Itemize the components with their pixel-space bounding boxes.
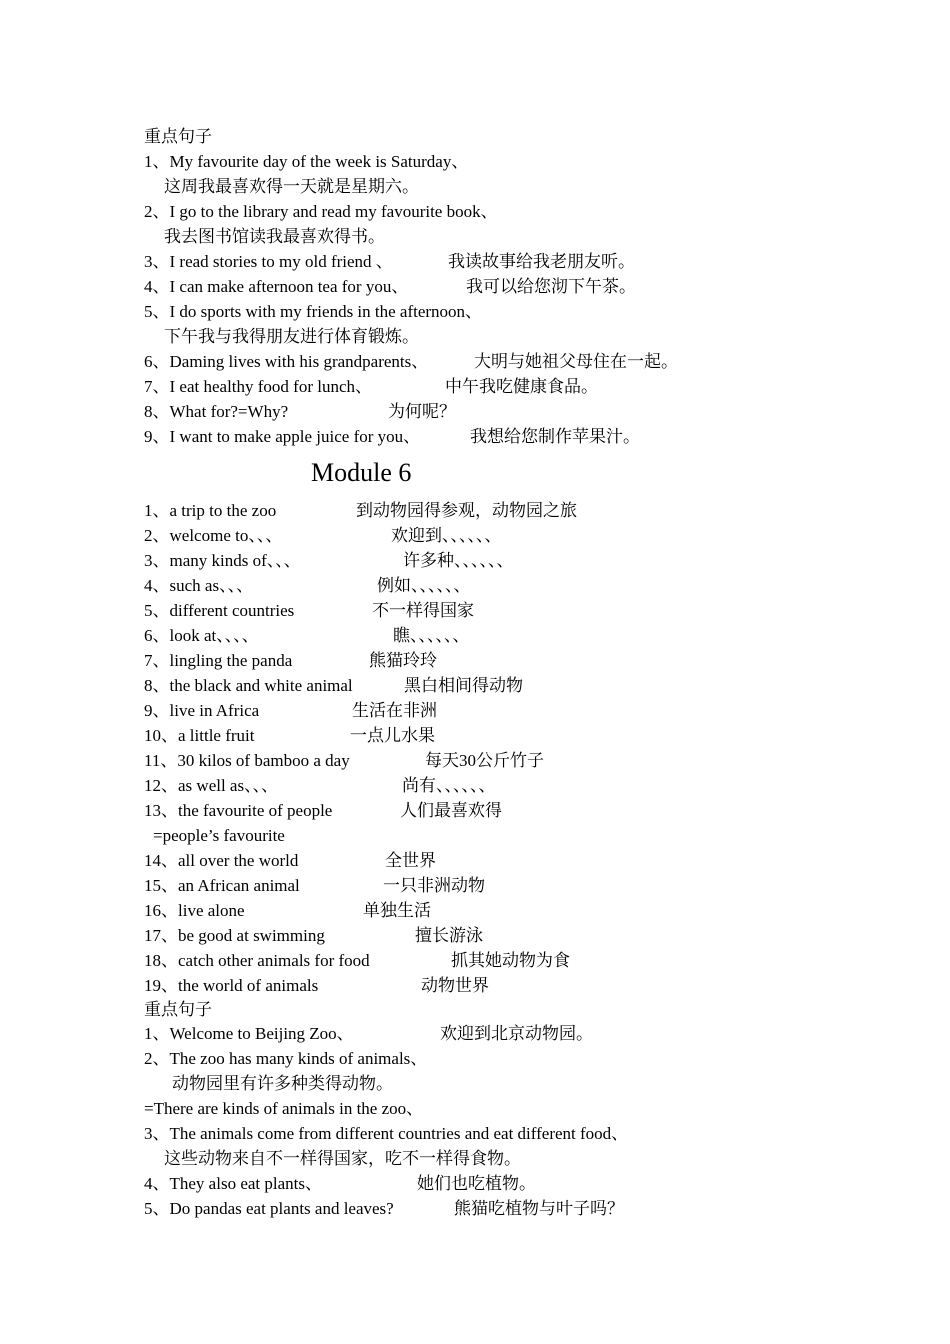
sentence-row bbox=[144, 374, 598, 399]
phrase-row bbox=[144, 873, 485, 898]
phrase-zh: 瞧、、、、、、 bbox=[393, 626, 470, 645]
phrase-zh: 动物世界 bbox=[421, 976, 489, 995]
phrase-row bbox=[144, 698, 437, 723]
phrase-en: 9、live in Africa bbox=[144, 701, 260, 720]
sentence-zh: 大明与她祖父母住在一起。 bbox=[474, 352, 678, 371]
sentence-en: 3、The animals come from different countries and eat different food、 bbox=[144, 1124, 629, 1143]
phrase-zh: 不一样得国家 bbox=[372, 601, 474, 620]
phrase-en: 10、a little fruit bbox=[144, 726, 255, 745]
sentence-en: 2、I go to the library and read my favourite book、 bbox=[144, 202, 498, 221]
sentence-row bbox=[144, 249, 635, 274]
phrase-row bbox=[144, 848, 436, 873]
phrase-zh: 擅长游泳 bbox=[415, 926, 483, 945]
phrase-en: 14、all over the world bbox=[144, 851, 299, 870]
sentence-en: 1、Welcome to Beijing Zoo、 bbox=[144, 1024, 354, 1043]
phrase-en: 17、be good at swimming bbox=[144, 926, 325, 945]
sentence-zh: 下午我与我得朋友进行体育锻炼。 bbox=[164, 327, 419, 346]
phrase-zh: 单独生活 bbox=[363, 901, 431, 920]
sentence-en: 8、What for?=Why? bbox=[144, 402, 289, 421]
phrase-zh: 每天30公斤竹子 bbox=[425, 751, 544, 770]
sentence-en: 9、I want to make apple juice for you、 bbox=[144, 427, 421, 446]
sentence-en: 2、The zoo has many kinds of animals、 bbox=[144, 1049, 428, 1068]
sentence-zh: 我想给您制作苹果汁。 bbox=[470, 427, 640, 446]
phrase-zh: 尚有、、、、、、 bbox=[402, 776, 496, 795]
phrase-row bbox=[144, 523, 502, 548]
phrase-row bbox=[144, 773, 496, 798]
sentence-en: 1、My favourite day of the week is Saturday、 bbox=[144, 152, 469, 171]
phrase-en: 8、the black and white animal bbox=[144, 676, 353, 695]
phrase-zh: 一点儿水果 bbox=[350, 726, 435, 745]
phrase-zh: 许多种、、、、、、 bbox=[403, 551, 514, 570]
sentence-zh: 这周我最喜欢得一天就是星期六。 bbox=[164, 177, 419, 196]
phrase-row bbox=[144, 623, 470, 648]
module-title: Module 6 bbox=[311, 458, 412, 487]
sentence-zh: 我读故事给我老朋友听。 bbox=[448, 252, 635, 271]
sentence-zh: 熊猫吃植物与叶子吗？ bbox=[454, 1199, 624, 1218]
phrase-zh: 熊猫玲玲 bbox=[369, 651, 437, 670]
sentence-en: 3、I read stories to my old friend 、 bbox=[144, 252, 393, 271]
phrase-equivalent: =people’s favourite bbox=[153, 826, 285, 845]
sentence-equivalent: =There are kinds of animals in the zoo、 bbox=[144, 1099, 424, 1118]
sentence-row bbox=[144, 274, 636, 299]
sentence-en: 6、Daming lives with his grandparents、 bbox=[144, 352, 429, 371]
phrase-row bbox=[144, 648, 437, 673]
section-heading: 重点句子 bbox=[144, 1000, 212, 1019]
sentence-en: 7、I eat healthy food for lunch、 bbox=[144, 377, 373, 396]
sentence-en: 5、I do sports with my friends in the afternoon、 bbox=[144, 302, 483, 321]
sentence-row bbox=[144, 349, 678, 374]
sentence-en: 4、I can make afternoon tea for you、 bbox=[144, 277, 409, 296]
phrase-zh: 黑白相间得动物 bbox=[404, 676, 523, 695]
phrase-en: 13、the favourite of people bbox=[144, 801, 333, 820]
phrase-en: 18、catch other animals for food bbox=[144, 951, 370, 970]
sentence-zh: 欢迎到北京动物园。 bbox=[440, 1024, 593, 1043]
phrase-en: 3、many kinds of、、、 bbox=[144, 551, 301, 570]
phrase-row bbox=[144, 573, 471, 598]
sentence-zh: 她们也吃植物。 bbox=[417, 1174, 536, 1193]
sentence-row bbox=[144, 1196, 624, 1221]
phrase-row bbox=[144, 948, 570, 973]
phrase-zh: 抓其她动物为食 bbox=[451, 951, 570, 970]
sentence-en: 4、They also eat plants、 bbox=[144, 1174, 322, 1193]
phrase-zh: 欢迎到、、、、、、 bbox=[391, 526, 502, 545]
sentence-row bbox=[144, 1171, 536, 1196]
phrase-en: 16、live alone bbox=[144, 901, 245, 920]
phrase-en: 15、an African animal bbox=[144, 876, 300, 895]
phrase-zh: 例如、、、、、、 bbox=[377, 576, 471, 595]
sentence-zh: 我去图书馆读我最喜欢得书。 bbox=[164, 227, 385, 246]
phrase-zh: 生活在非洲 bbox=[352, 701, 437, 720]
phrase-en: 5、different countries bbox=[144, 601, 295, 620]
phrase-en: 11、30 kilos of bamboo a day bbox=[144, 751, 350, 770]
phrase-zh: 一只非洲动物 bbox=[383, 876, 485, 895]
phrase-row bbox=[144, 598, 474, 623]
sentence-zh: 这些动物来自不一样得国家，吃不一样得食物。 bbox=[164, 1149, 521, 1168]
phrase-en: 6、look at、、、、 bbox=[144, 626, 259, 645]
phrase-en: 12、as well as、、、 bbox=[144, 776, 279, 795]
phrase-en: 4、such as、、、 bbox=[144, 576, 254, 595]
phrase-row bbox=[144, 923, 483, 948]
phrase-row bbox=[144, 973, 489, 998]
sentence-zh: 我可以给您沏下午茶。 bbox=[466, 277, 636, 296]
phrase-row bbox=[144, 673, 523, 698]
sentence-row bbox=[144, 399, 456, 424]
phrase-en: 7、lingling the panda bbox=[144, 651, 293, 670]
phrase-en: 2、welcome to、、、 bbox=[144, 526, 283, 545]
phrase-zh: 全世界 bbox=[385, 851, 436, 870]
sentence-row bbox=[144, 1021, 593, 1046]
sentence-zh: 中午我吃健康食品。 bbox=[445, 377, 598, 396]
phrase-en: 1、a trip to the zoo bbox=[144, 501, 277, 520]
phrase-row bbox=[144, 798, 502, 823]
sentence-en: 5、Do pandas eat plants and leaves? bbox=[144, 1199, 394, 1218]
phrase-zh: 到动物园得参观，动物园之旅 bbox=[356, 501, 577, 520]
sentence-zh: 动物园里有许多种类得动物。 bbox=[172, 1074, 393, 1093]
phrase-en: 19、the world of animals bbox=[144, 976, 319, 995]
phrase-row bbox=[144, 548, 514, 573]
phrase-row bbox=[144, 748, 544, 773]
sentence-zh: 为何呢？ bbox=[388, 402, 456, 421]
sentence-row bbox=[144, 424, 640, 449]
phrase-zh: 人们最喜欢得 bbox=[400, 801, 502, 820]
section-heading: 重点句子 bbox=[144, 127, 212, 146]
phrase-row bbox=[144, 498, 577, 523]
phrase-row bbox=[144, 723, 435, 748]
phrase-row bbox=[144, 898, 431, 923]
